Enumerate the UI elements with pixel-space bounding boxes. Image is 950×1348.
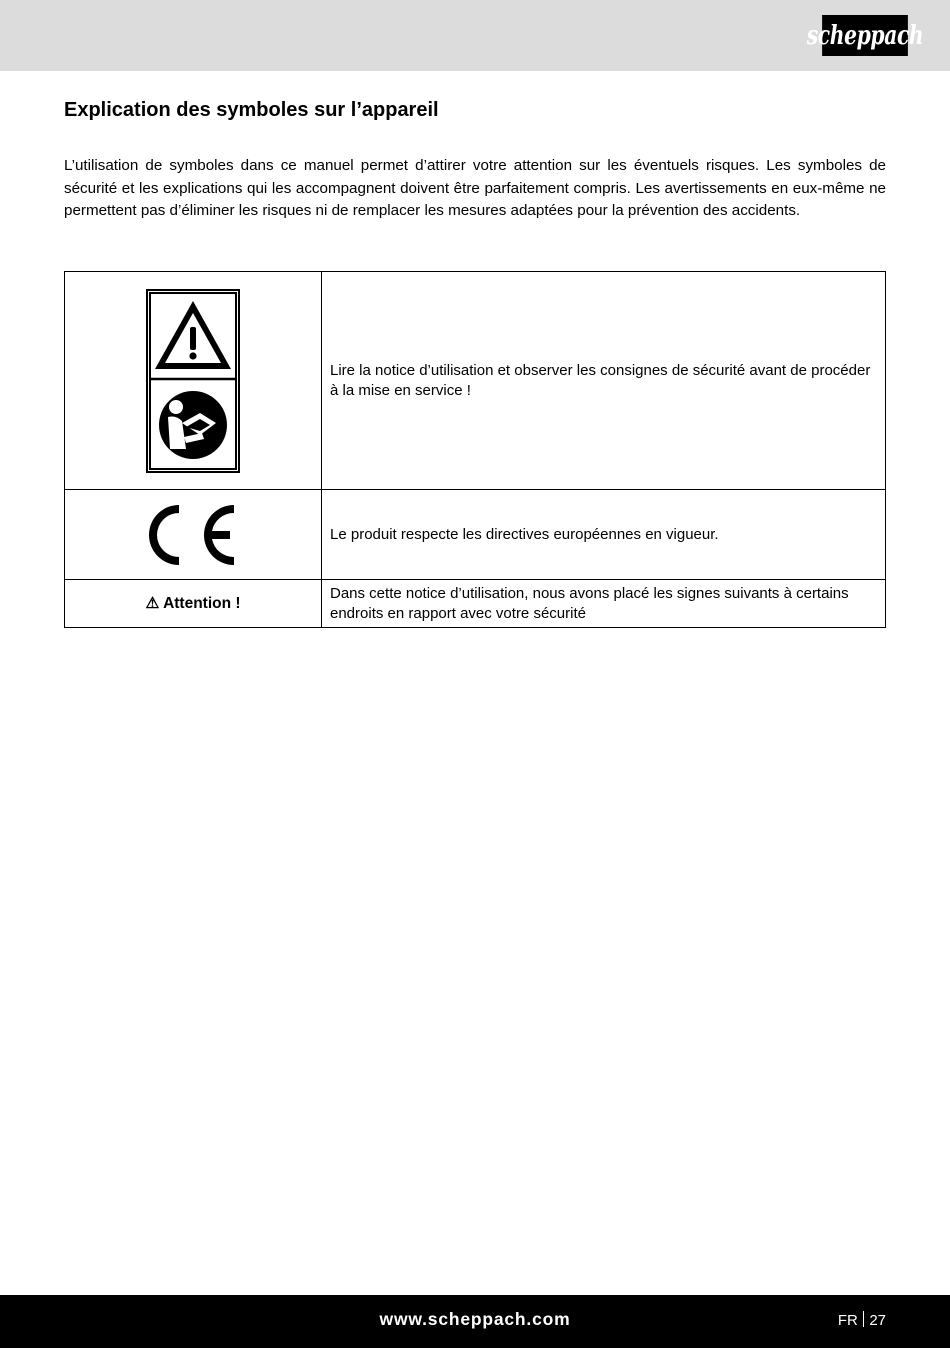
language-code: FR [837, 1312, 858, 1329]
symbols-table [64, 271, 886, 628]
footer-band [0, 1295, 950, 1348]
ce-mark-icon [146, 502, 240, 568]
description-cell: Dans cette notice d’utilisation, nous avons placé les signes suivants à certains endroits en rapport avec votre sécurité [322, 580, 886, 628]
footer-url: www.scheppach.com [379, 1309, 571, 1329]
description-cell: Lire la notice d’utilisation et observer les consignes de sécurité avant de procéder à la mise en service ! [322, 272, 886, 490]
symbol-cell [65, 580, 322, 628]
page-number [838, 1311, 886, 1329]
warning-read-manual-icon [146, 289, 240, 473]
header-band [0, 0, 950, 71]
page-num: 27 [869, 1312, 886, 1329]
table-row [65, 272, 886, 490]
description-cell: Le produit respecte les directives européennes en vigueur. [322, 490, 886, 580]
logo-text: scheppach [806, 20, 924, 51]
intro-paragraph: L’utilisation de symboles dans ce manuel permet d’attirer votre attention sur les éventuels risques. Les symboles de sécurité et les explications qui les accompagnent doivent être parfaitement compris. Les avertissements en eux-même ne permettent pas d’éliminer les risques ni de remplacer les mesures adaptées pour la prévention des accidents. [64, 157, 886, 220]
scheppach-logo [806, 15, 924, 56]
page-title: Explication des symboles sur l’appareil [64, 99, 439, 121]
table-row [65, 490, 886, 580]
symbol-cell [65, 490, 322, 580]
separator [863, 1311, 865, 1327]
table-row [65, 580, 886, 628]
symbol-cell [65, 272, 322, 490]
attention-label: ⚠ Attention ! [145, 594, 241, 612]
